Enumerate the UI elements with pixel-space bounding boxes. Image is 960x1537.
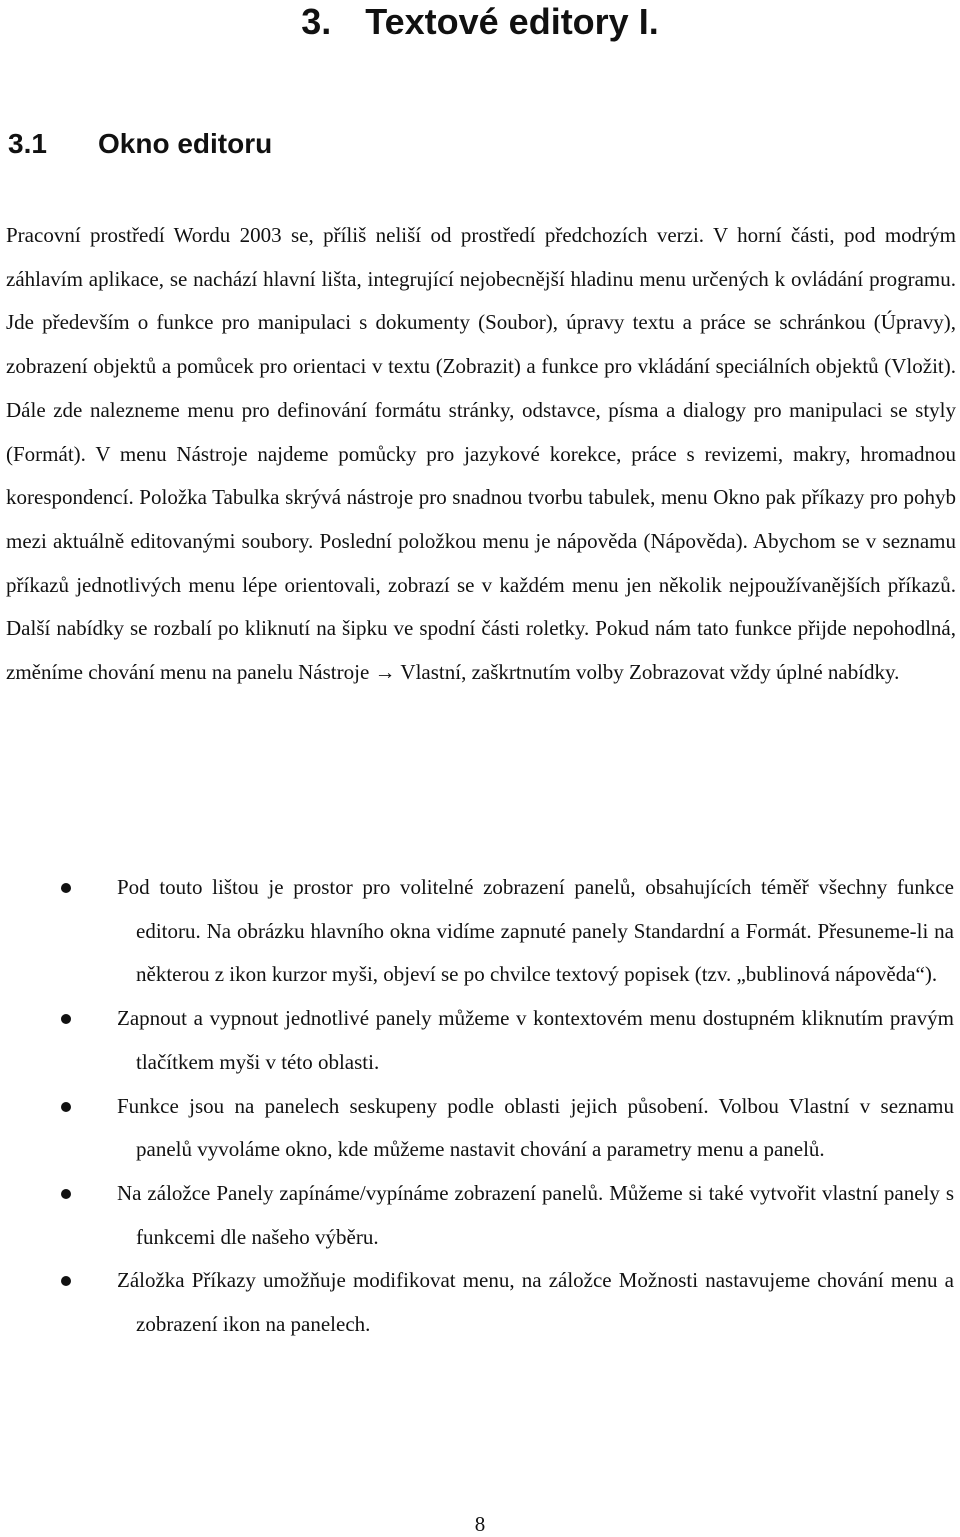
section-number: 3.1	[8, 128, 47, 159]
chapter-number: 3.	[301, 1, 332, 42]
list-item	[0, 1085, 960, 1172]
section-title-text: Okno editoru	[98, 128, 273, 159]
list-item-text: Záložka Příkazy umožňuje modifikovat menu, na záložce Možnosti nastavujeme chování menu a zobrazení ikon na panelech.	[117, 1268, 954, 1337]
bullet-icon	[61, 1014, 71, 1024]
page-number: 8	[474, 1512, 486, 1536]
section-title	[8, 126, 272, 162]
bullet-list	[0, 866, 960, 1347]
list-item	[0, 997, 960, 1084]
list-item	[0, 1172, 960, 1259]
list-item	[0, 1259, 960, 1346]
list-item-text: Funkce jsou na panelech seskupeny podle oblasti jejich působení. Volbou Vlastní v seznamu panelů vyvoláme okno, kde můžeme nastavit chování a parametry menu a panelů.	[117, 1093, 954, 1162]
list-item-text: Zapnout a vypnout jednotlivé panely můžeme v kontextovém menu dostupném kliknutím pravým tlačítkem myši v této oblasti.	[117, 1006, 954, 1074]
bullet-icon	[61, 1276, 71, 1286]
bullet-icon	[61, 1102, 71, 1112]
body-paragraph: Pracovní prostředí Wordu 2003 se, příliš neliší od prostředí předchozích verzi. V horní části, pod modrým záhlavím aplikace, se nachází hlavní lišta, integrující nejobecnější hladinu menu určených k ovládání programu. Jde především o funkce pro manipulaci s dokumenty (Soubor), úpravy textu a práce se schránkou (Úpravy), zobrazení objektů a pomůcek pro orientaci v textu (Zobrazit) a funkce pro vkládání speciálních objektů (Vložit). Dále zde nalezneme menu pro definování formátu stránky, odstavce, písma a dialogy pro manipulaci se styly (Formát). V menu Nástroje najdeme pomůcky pro jazykové korekce, práce s revizemi, makry, hromadnou korespondencí. Položka Tabulka skrývá nástroje pro snadnou tvorbu tabulek, menu Okno pak příkazy pro pohyb mezi aktuálně editovanými soubory. Poslední položkou menu je nápověda (Nápověda). Abychom se v seznamu příkazů jednotlivých menu lépe orientovali, zobrazí se v každém menu jen několik nejpoužívanějších příkazů. Další nabídky se rozbalí po kliknutí na šipku ve spodní části roletky. Pokud nám tato funkce přijde nepohodlná, změníme chování menu na panelu Nástroje → Vlastní, zaškrtnutím volby Zobrazovat vždy úplné nabídky.	[6, 223, 956, 685]
list-item	[0, 866, 960, 997]
bullet-icon	[61, 883, 71, 893]
list-item-text: Na záložce Panely zapínáme/vypínáme zobrazení panelů. Můžeme si také vytvořit vlastní panely s funkcemi dle našeho výběru.	[117, 1180, 954, 1249]
chapter-title-text: Textové editory I.	[365, 1, 659, 42]
list-item-text: Pod touto lištou je prostor pro volitelné zobrazení panelů, obsahujících téměř všechny funkce editoru. Na obrázku hlavního okna vidíme zapnuté panely Standardní a Formát. Přesuneme-li na některou z ikon kurzor myši, objeví se po chvilce textový popisek (tzv. „bublinová nápověda“).	[117, 875, 954, 987]
bullet-icon	[61, 1189, 71, 1199]
chapter-title	[0, 0, 960, 44]
